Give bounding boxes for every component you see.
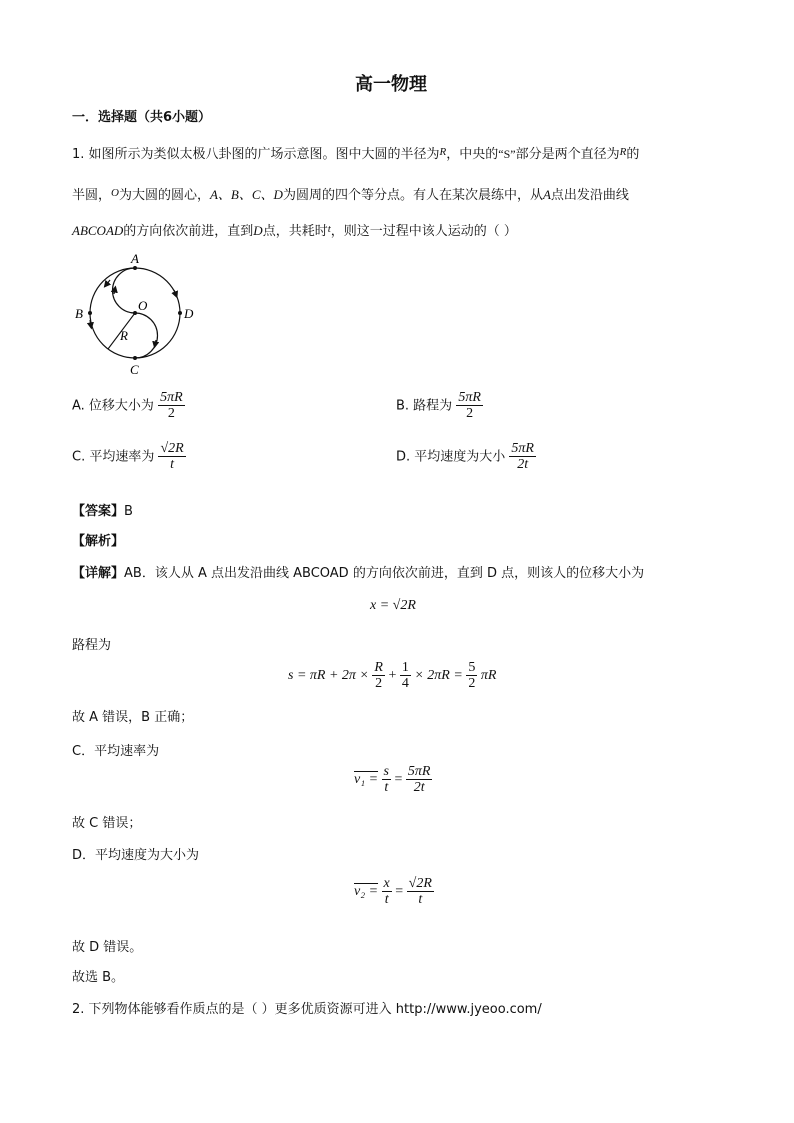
equation-v2 — [354, 876, 434, 908]
q1-stem-line-3 — [72, 220, 517, 239]
eq-sign: = — [395, 884, 404, 900]
q1-text: 为大圆的圆心， — [118, 188, 210, 203]
detail-tag: 【详解】 — [72, 566, 125, 581]
fraction: $\frac{x}{t}$ — [383, 876, 390, 908]
analysis-tag: 【解析】 — [72, 534, 125, 549]
q1-text: 半圆， — [72, 188, 112, 203]
symbol-r: R — [439, 146, 447, 158]
q1-text: 部分是两个直径为 — [515, 147, 620, 162]
point-a: A — [542, 187, 551, 202]
fraction: $\frac{R}{2}$ — [374, 660, 383, 692]
q1-text: 1. 如图所示为类似太极八卦图的广场示意图。图中大圆的半径为 — [72, 147, 440, 162]
symbol-o: O — [111, 187, 119, 199]
d-label: D．平均速度为大小为 — [72, 848, 200, 863]
eq-s-part: s = πR + 2π × — [288, 668, 369, 684]
answer-line — [72, 500, 133, 519]
option-b[interactable] — [396, 390, 483, 422]
fraction: $\frac{√2R}{t}$ — [408, 876, 432, 908]
label-r: R — [120, 328, 128, 343]
eq-s-part: × 2πR = — [414, 668, 463, 684]
label-o: O — [138, 298, 148, 313]
option-a[interactable] — [72, 390, 185, 422]
conclusion-ab: 故 A 错误，B 正确； — [72, 710, 194, 725]
label-a: A — [131, 251, 139, 266]
detail-text: AB．该人从 A 点出发沿曲线 ABCOAD 的方向依次前进，直到 D 点，则该人的位移大小为 — [124, 566, 645, 581]
arrow-icon — [114, 289, 115, 294]
option-d[interactable] — [396, 441, 536, 473]
label-b: B — [75, 306, 83, 321]
option-c-label: C. 平均速率为 — [72, 449, 155, 465]
q1-text: ，中央的 — [446, 147, 499, 162]
label-d: D — [184, 306, 194, 321]
eq-s-part: πR — [480, 668, 497, 684]
eq-lhs: v₂ = — [354, 884, 379, 900]
c-label: C．平均速率为 — [72, 744, 160, 759]
option-a-label: A. 位移大小为 — [72, 398, 154, 414]
path-label: 路程为 — [72, 638, 112, 653]
path-abcoad: ABCOAD — [72, 223, 124, 238]
option-d-label: D. 平均速度为大小 — [396, 449, 506, 465]
s-quote: “S” — [498, 147, 516, 161]
option-c[interactable] — [72, 441, 186, 473]
q2-stem: 2. 下列物体能够看作质点的是（ ）更多优质资源可进入 http://www.jyeoo.com/ — [72, 1002, 542, 1017]
point-c-dot — [133, 356, 137, 360]
page-title: 高一物理 — [355, 74, 427, 95]
arrow-icon — [106, 280, 110, 285]
q1-text: 点出发沿曲线 — [550, 188, 629, 203]
option-d-fraction: $\frac{5\pi R}{2t}$ — [511, 441, 534, 473]
symbol-r: R — [619, 146, 627, 158]
eq-sign: = — [394, 772, 403, 788]
fraction: $\frac{s}{t}$ — [383, 764, 389, 796]
taiji-figure — [70, 250, 200, 380]
symbol-t: t — [327, 223, 331, 235]
q1-text: 的 — [626, 147, 640, 162]
q1-stem-line-1 — [72, 143, 639, 162]
point-d: D — [253, 223, 263, 238]
conclusion-c: 故 C 错误； — [72, 816, 142, 831]
option-b-label: B. 路程为 — [396, 398, 453, 414]
answer-value: B — [124, 504, 133, 519]
detail-line-1 — [72, 562, 644, 581]
answer-tag: 【答案】 — [72, 504, 125, 519]
s-curve-upper — [113, 268, 136, 313]
point-o-dot — [133, 311, 137, 315]
q1-text: 为圆周的四个等分点。有人在某次晨练中，从 — [282, 188, 543, 203]
q1-stem-line-2 — [72, 184, 629, 203]
point-d-dot — [178, 311, 182, 315]
equation-displacement: x = √2R — [370, 598, 416, 613]
final-answer: 故选 B。 — [72, 970, 125, 985]
s-curve-lower — [135, 313, 158, 358]
point-b-dot — [88, 311, 92, 315]
equation-path — [288, 660, 496, 692]
points-abcd: A、B、C、D — [209, 187, 283, 202]
eq-lhs: v₁ = — [354, 772, 379, 788]
equation-v1 — [354, 764, 432, 796]
section-heading: 一．选择题（共6小题） — [72, 110, 212, 125]
option-a-fraction: $\frac{5\pi R}{2}$ — [160, 390, 183, 422]
fraction: $\frac{5\pi R}{2t}$ — [407, 764, 431, 796]
fraction: $\frac{5}{2}$ — [468, 660, 476, 692]
q1-text: 的方向依次前进，直到 — [123, 224, 254, 239]
eq-s-part: + — [388, 668, 397, 684]
point-a-dot — [133, 266, 137, 270]
fraction: $\frac{1}{4}$ — [401, 660, 409, 692]
label-c: C — [130, 362, 139, 377]
option-b-fraction: $\frac{5\pi R}{2}$ — [458, 390, 481, 422]
q1-text: ，则这一过程中该人运动的（ ） — [330, 224, 517, 239]
q1-text: 点，共耗时 — [262, 224, 328, 239]
conclusion-d: 故 D 错误。 — [72, 940, 143, 955]
option-c-fraction: $\frac{√2R}{t}$ — [160, 441, 184, 473]
